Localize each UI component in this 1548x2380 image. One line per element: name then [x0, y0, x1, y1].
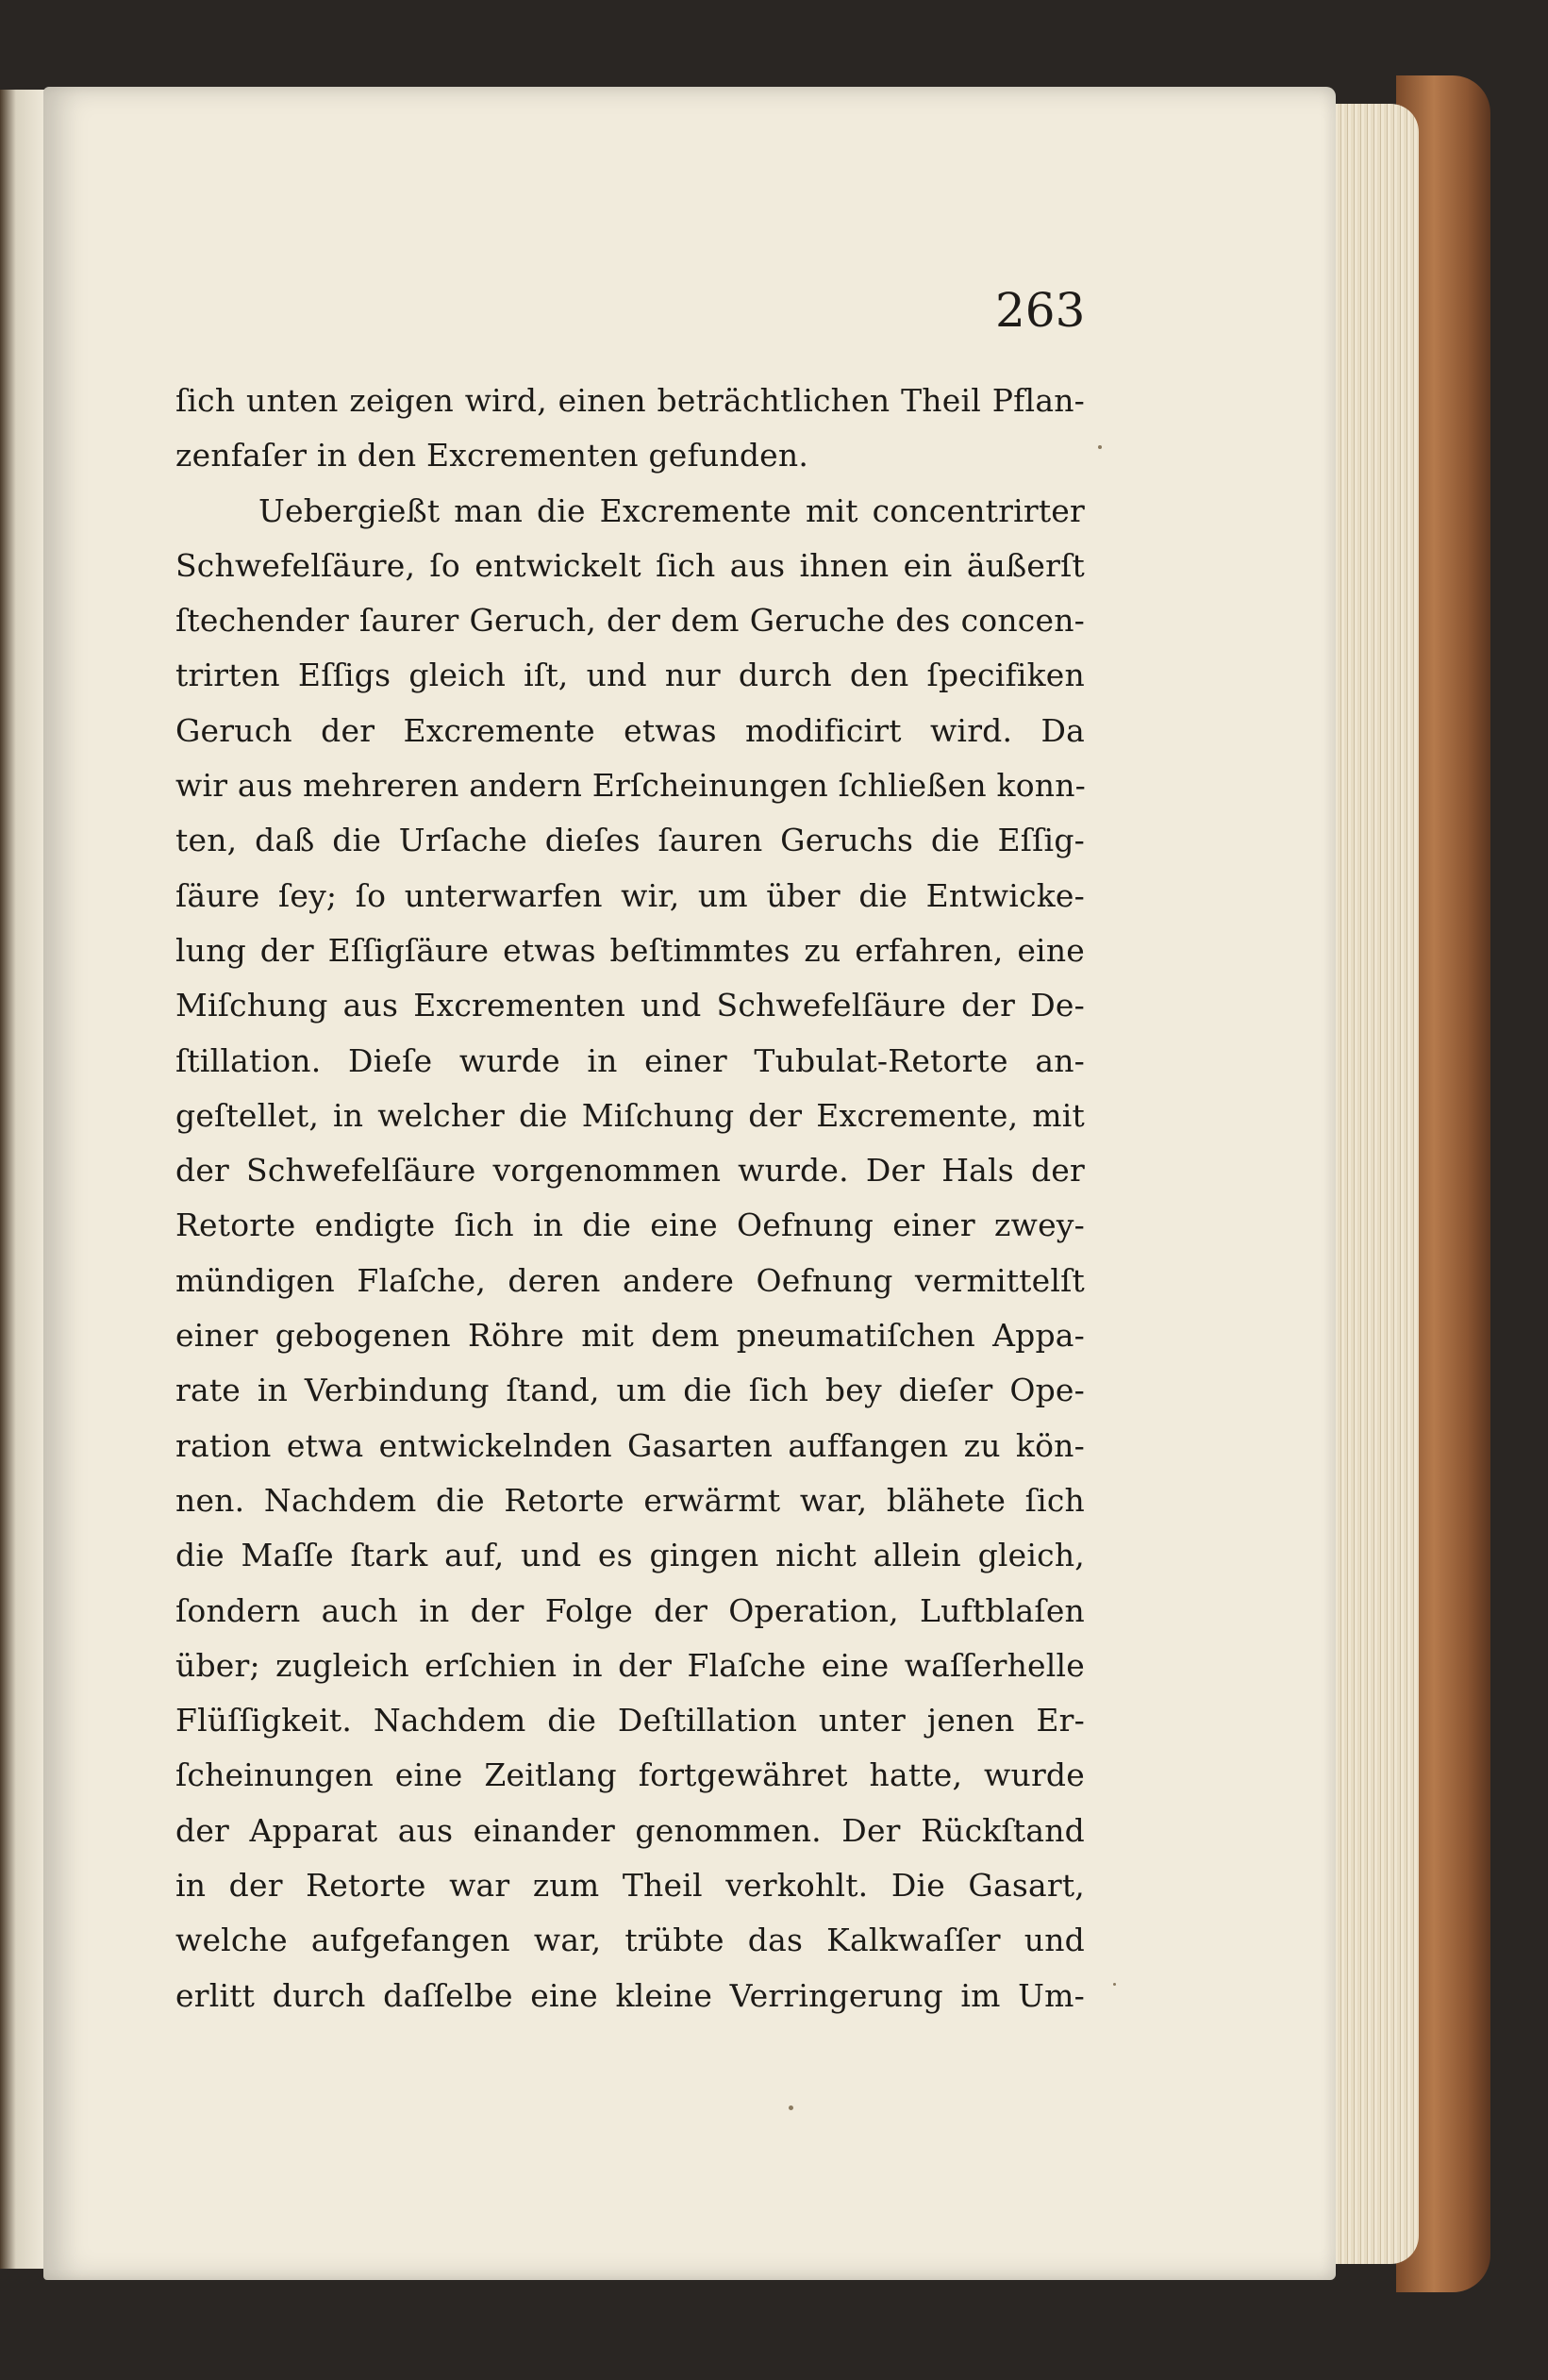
text-line: wir aus mehreren andern Erſcheinungen ſchließen konn-: [175, 767, 1087, 805]
text-line: die Maſſe ſtark auf, und es gingen nicht allein gleich,: [175, 1537, 1085, 1574]
text-line: lung der Eſſigſäure etwas beſtimmtes zu erfahren, eine: [175, 931, 1085, 969]
text-line: ſondern auch in der Folge der Operation, Luftblaſen: [175, 1591, 1085, 1629]
text-line: ſtechender ſaurer Geruch, der dem Geruche des concen-: [175, 602, 1085, 640]
text-line: der Apparat aus einander genommen. Der Rückſtand: [175, 1811, 1085, 1849]
text-line: Uebergießt man die Excremente mit concentrirter: [258, 491, 1085, 529]
text-line: ten, daß die Urſache dieſes ſauren Geruchs die Eſſig-: [175, 822, 1085, 859]
text-line: Miſchung aus Excrementen und Schwefelſäure der De-: [175, 987, 1085, 1024]
text-line: ſäure ſey; ſo unterwarfen wir, um über die Entwicke-: [175, 876, 1085, 914]
text-line: nen. Nachdem die Retorte erwärmt war, blähete ſich: [175, 1481, 1085, 1519]
text-line: welche aufgefangen war, trübte das Kalkwaſſer und: [175, 1922, 1085, 1959]
text-line: einer gebogenen Röhre mit dem pneumatiſchen Appa-: [175, 1317, 1085, 1355]
text-line: ration etwa entwickelnden Gasarten auffangen zu kön-: [175, 1426, 1085, 1464]
body-text: [175, 374, 1085, 2023]
text-line: erlitt durch daſſelbe eine kleine Verringerung im Um-: [175, 1976, 1085, 2014]
text-line: Flüſſigkeit. Nachdem die Deſtillation unter jenen Er-: [175, 1702, 1085, 1739]
text-line: in der Retorte war zum Theil verkohlt. Die Gasart,: [175, 1867, 1085, 1905]
text-line: Retorte endigte ſich in die eine Oefnung einer zwey-: [175, 1207, 1085, 1244]
text-line: über; zugleich erſchien in der Flaſche eine waſſerhelle: [175, 1646, 1085, 1684]
text-line: rate in Verbindung ſtand, um die ſich bey dieſer Ope-: [175, 1372, 1085, 1409]
left-page-edge: [0, 90, 45, 2269]
text-line: trirten Eſſigs gleich iſt, und nur durch den ſpecifiken: [175, 657, 1085, 694]
text-line: zenfaſer in den Excrementen gefunden.: [175, 437, 809, 474]
text-line: der Schwefelſäure vorgenommen wurde. Der Hals der: [175, 1152, 1085, 1190]
page-number: 263: [995, 283, 1086, 338]
text-line: Geruch der Excremente etwas modificirt wird. Da: [175, 711, 1085, 749]
text-line: ſcheinungen eine Zeitlang fortgewähret hatte, wurde: [175, 1756, 1085, 1794]
text-line: ſtillation. Dieſe wurde in einer Tubulat-Retorte an-: [175, 1041, 1085, 1079]
text-line: geſtellet, in welcher die Miſchung der Excremente, mit: [175, 1096, 1085, 1134]
text-line: Schwefelſäure, ſo entwickelt ſich aus ihnen ein äußerſt: [175, 546, 1085, 584]
text-line: ſich unten zeigen wird, einen beträchtlichen Theil Pflan-: [175, 382, 1085, 419]
page-stack-edge: [1324, 104, 1419, 2264]
text-line: mündigen Flaſche, deren andere Oefnung vermittelſt: [175, 1261, 1085, 1299]
